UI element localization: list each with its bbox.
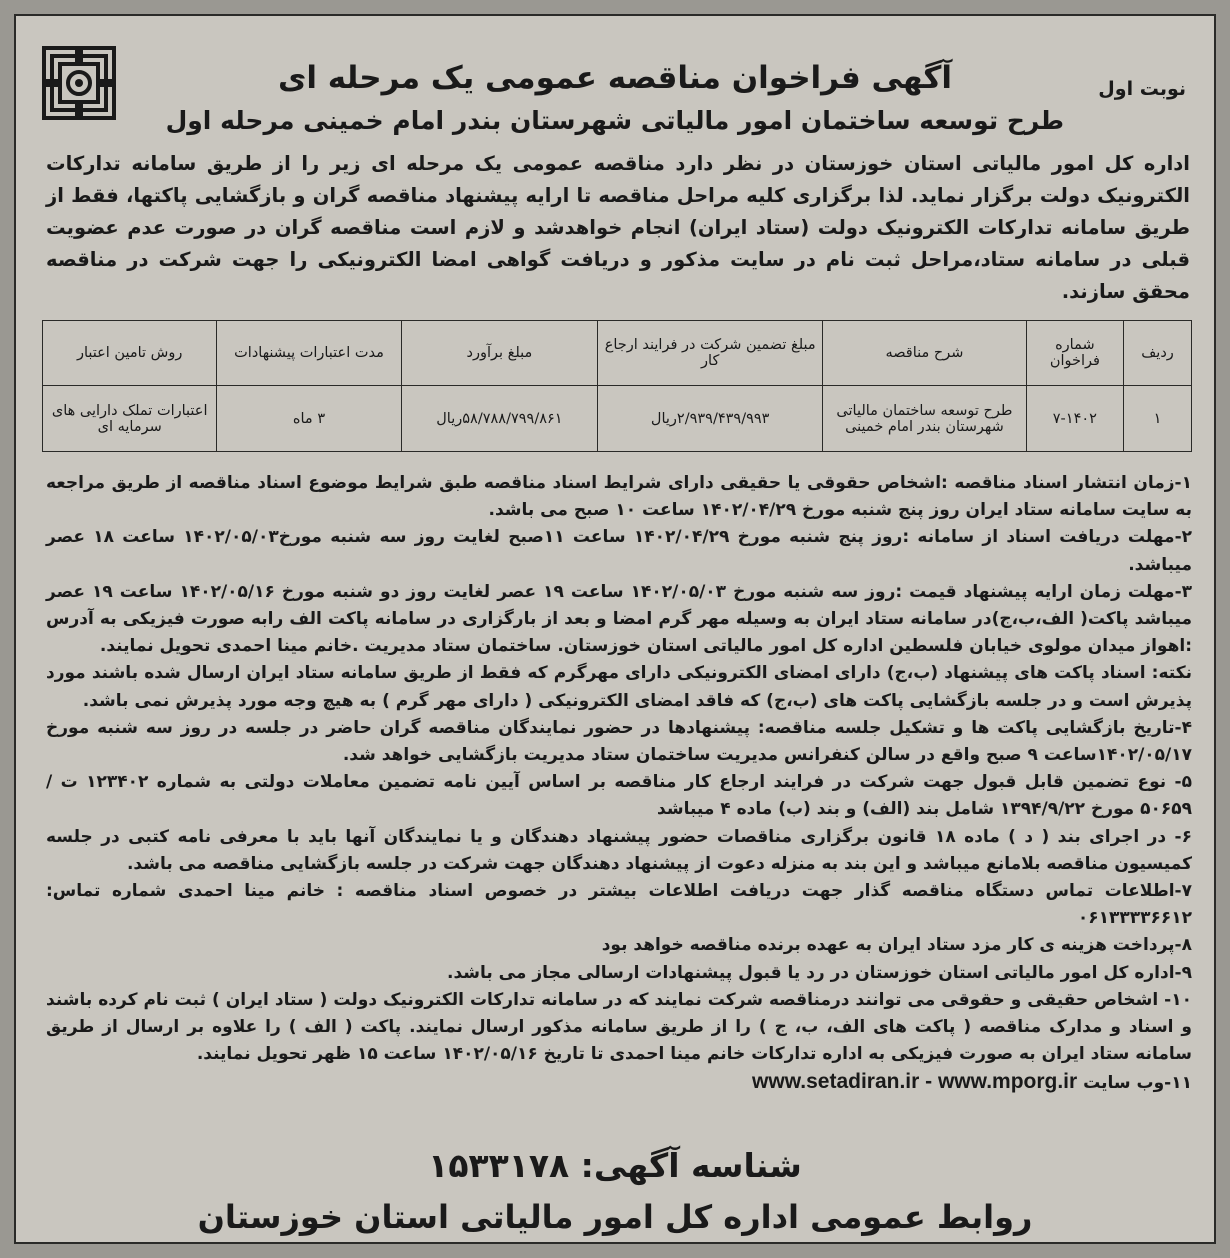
ad-title: آگهی فراخوان مناقصه عمومی یک مرحله ای bbox=[277, 60, 953, 96]
advertisement-page bbox=[14, 14, 1216, 1244]
table-cell: اعتبارات تملک دارایی های سرمایه ای bbox=[43, 386, 217, 452]
table-header-cell: شماره فراخوان bbox=[1026, 321, 1123, 386]
table-header-row bbox=[43, 321, 1192, 386]
website-urls[interactable]: www.setadiran.ir - www.mporg.ir bbox=[752, 1070, 1078, 1094]
clause-8: ۸-پرداخت هزینه ی کار مزد ستاد ایران به عهده برنده مناقصه خواهد بود bbox=[601, 935, 1192, 956]
tax-organization-logo bbox=[42, 46, 116, 120]
table-header-cell: ردیف bbox=[1124, 321, 1192, 386]
ad-subtitle: طرح توسعه ساختمان امور مالیاتی شهرستان بندر امام خمینی مرحله اول bbox=[165, 106, 1064, 135]
publication-round: نوبت اول bbox=[1098, 78, 1186, 100]
website-label: ۱۱-وب سایت bbox=[1083, 1073, 1192, 1094]
clause-7: ۷-اطلاعات تماس دستگاه مناقصه گذار جهت دریافت اطلاعات بیشتر در خصوص اسناد مناقصه : خانم مینا احمدی شماره تماس: ۰۶۱۳۳۳۳۶۶۱۲ bbox=[46, 881, 1192, 929]
clause-5: ۵- نوع تضمین قابل قبول جهت شرکت در فرایند ارجاع کار مناقصه بر اساس آیین نامه تضمین معاملات دولتی به شماره ۱۲۳۴۰۲ ت / ۵۰۶۵۹ مورخ ۱۳۹۴/۹/۲۲ شامل بند (الف) و بند (ب) ماده ۴ میباشد bbox=[46, 772, 1192, 820]
publisher-name: روابط عمومی اداره کل امور مالیاتی استان خوزستان bbox=[197, 1198, 1033, 1236]
table-header-cell: شرح مناقصه bbox=[823, 321, 1026, 386]
table-header-cell: مبلغ برآورد bbox=[401, 321, 598, 386]
note: نکته: اسناد پاکت های پیشنهاد (ب،ج) دارای امضای الکترونیکی دارای مهرگرم که فقط از طریق سامانه ستاد ایران ارسال شده باشند مورد پذیرش است و در جلسه بازگشایی پاکت های (ب،ج) که فاقد امضای الکترونیکی ( دارای مهر گرم ) به هیچ وجه مورد پذیرش نمی باشد. bbox=[46, 663, 1192, 711]
table-header-cell: مدت اعتبارات پیشنهادات bbox=[217, 321, 401, 386]
table-header-cell: روش تامین اعتبار bbox=[43, 321, 217, 386]
table-cell: طرح توسعه ساختمان مالیاتی شهرستان بندر امام خمینی bbox=[823, 386, 1026, 452]
tender-table bbox=[42, 320, 1192, 452]
table-cell: ۵۸/۷۸۸/۷۹۹/۸۶۱ریال bbox=[401, 386, 598, 452]
clause-6: ۶- در اجرای بند ( د ) ماده ۱۸ قانون برگزاری مناقصات حضور پیشنهاد دهندگان و یا نمایندگان آنها باید با معرفی نامه کتبی در جلسه کمیسیون مناقصه بلامانع میباشد و این بند به منزله دعوت از پیشنهاد دهندگان جهت شرکت در جلسه بازگشایی مناقصه می باشد. bbox=[46, 826, 1192, 874]
clause-4: ۴-تاریخ بازگشایی پاکت ها و تشکیل جلسه مناقصه: پیشنهادها در حضور نمایندگان مناقصه گران حاضر در جلسه در روز سه شنبه مورخ ۱۴۰۲/۰۵/۱۷ساعت ۹ صبح واقع در سالن کنفرانس مدیریت ساختمان ستاد مدیریت بازگشایی خواهد شد. bbox=[46, 717, 1192, 766]
table-cell: ۲/۹۳۹/۴۳۹/۹۹۳ریال bbox=[598, 386, 823, 452]
table-row bbox=[43, 386, 1192, 452]
clause-9: ۹-اداره کل امور مالیاتی استان خوزستان در رد یا قبول پیشنهادات ارسالی مجاز می باشد. bbox=[447, 962, 1192, 983]
table-cell: ۱ bbox=[1124, 386, 1192, 452]
ad-identifier: شناسه آگهی: ۱۵۳۳۱۷۸ bbox=[428, 1146, 802, 1185]
intro-paragraph: اداره کل امور مالیاتی استان خوزستان در نظر دارد مناقصه عمومی یک مرحله ای زیر را از طریق سامانه تدارکات الکترونیک دولت برگزار نماید. لذا برگزاری کلیه مراحل مناقصه تا ارایه پیشنهاد مناقصه گران و بازگشایی پاکتها، فقط از طریق سامانه تدارکات الکترونیک دولت (ستاد ایران) انجام خواهدشد و لازم است مناقصه گران در صورت عدم عضویت قبلی در سامانه ستاد،مراحل ثبت نام در سایت مذکور و دریافت گواهی امضا الکترونیکی را جهت شرکت در مناقصه محقق سازند. bbox=[46, 152, 1190, 303]
table-cell: ۷-۱۴۰۲ bbox=[1026, 386, 1123, 452]
clause-2: ۲-مهلت دریافت اسناد از سامانه :روز پنج شنبه مورخ ۱۴۰۲/۰۴/۲۹ ساعت ۱۱صبح لغایت روز سه شنبه مورخ۱۴۰۲/۰۵/۰۳ ساعت ۱۸ عصر میباشد. bbox=[46, 527, 1193, 575]
table-header-cell: مبلغ تضمین شرکت در فرایند ارجاع کار bbox=[598, 321, 823, 386]
table-cell: ۳ ماه bbox=[217, 386, 401, 452]
clause-1: ۱-زمان انتشار اسناد مناقصه :اشخاص حقوقی یا حقیقی دارای شرایط اسناد مناقصه طبق شرایط موضوع اسناد مناقصه از طریق مراجعه به سایت سامانه ستاد ایران روز پنج شنبه مورخ ۱۴۰۲/۰۴/۲۹ ساعت ۱۰ صبح می باشد. bbox=[46, 473, 1192, 521]
clause-11 bbox=[46, 1068, 1192, 1097]
clause-3: ۳-مهلت زمان ارایه پیشنهاد قیمت :روز سه شنبه مورخ ۱۴۰۲/۰۵/۰۳ ساعت ۱۹ عصر لغایت روز دو شنبه مورخ ۱۴۰۲/۰۵/۱۶ ساعت ۱۹ عصر میباشد پاکت( الف،ب،ج)در سامانه ستاد ایران به وسیله مهر گرم امضا و بعد از بارگزاری در سامانه پاکت الف رابه صورت فیزیکی به آدرس :اهواز میدان مولوی خیابان فلسطین اداره کل امور مالیاتی استان خوزستان. ساختمان ستاد مدیریت .خانم مینا احمدی تحویل نمایند. bbox=[46, 581, 1193, 657]
clause-10: ۱۰- اشخاص حقیقی و حقوقی می توانند درمناقصه شرکت نمایند که در سامانه تدارکات الکترونیک دولت ( ستاد ایران ) ثبت نام کرده باشند و اسناد و مدارک مناقصه ( پاکت های الف، ب، ج ) را از طریق سامانه مذکور ارسال نمایند. پاکت ( الف ) را علاوه بر ارسال از طریق سامانه ستاد ایران به صورت فیزیکی به اداره تدارکات خانم مینا احمدی تا تاریخ ۱۴۰۲/۰۵/۱۶ ساعت ۱۵ ظهر تحویل نمایند. bbox=[46, 989, 1192, 1065]
tender-conditions bbox=[46, 470, 1192, 1098]
